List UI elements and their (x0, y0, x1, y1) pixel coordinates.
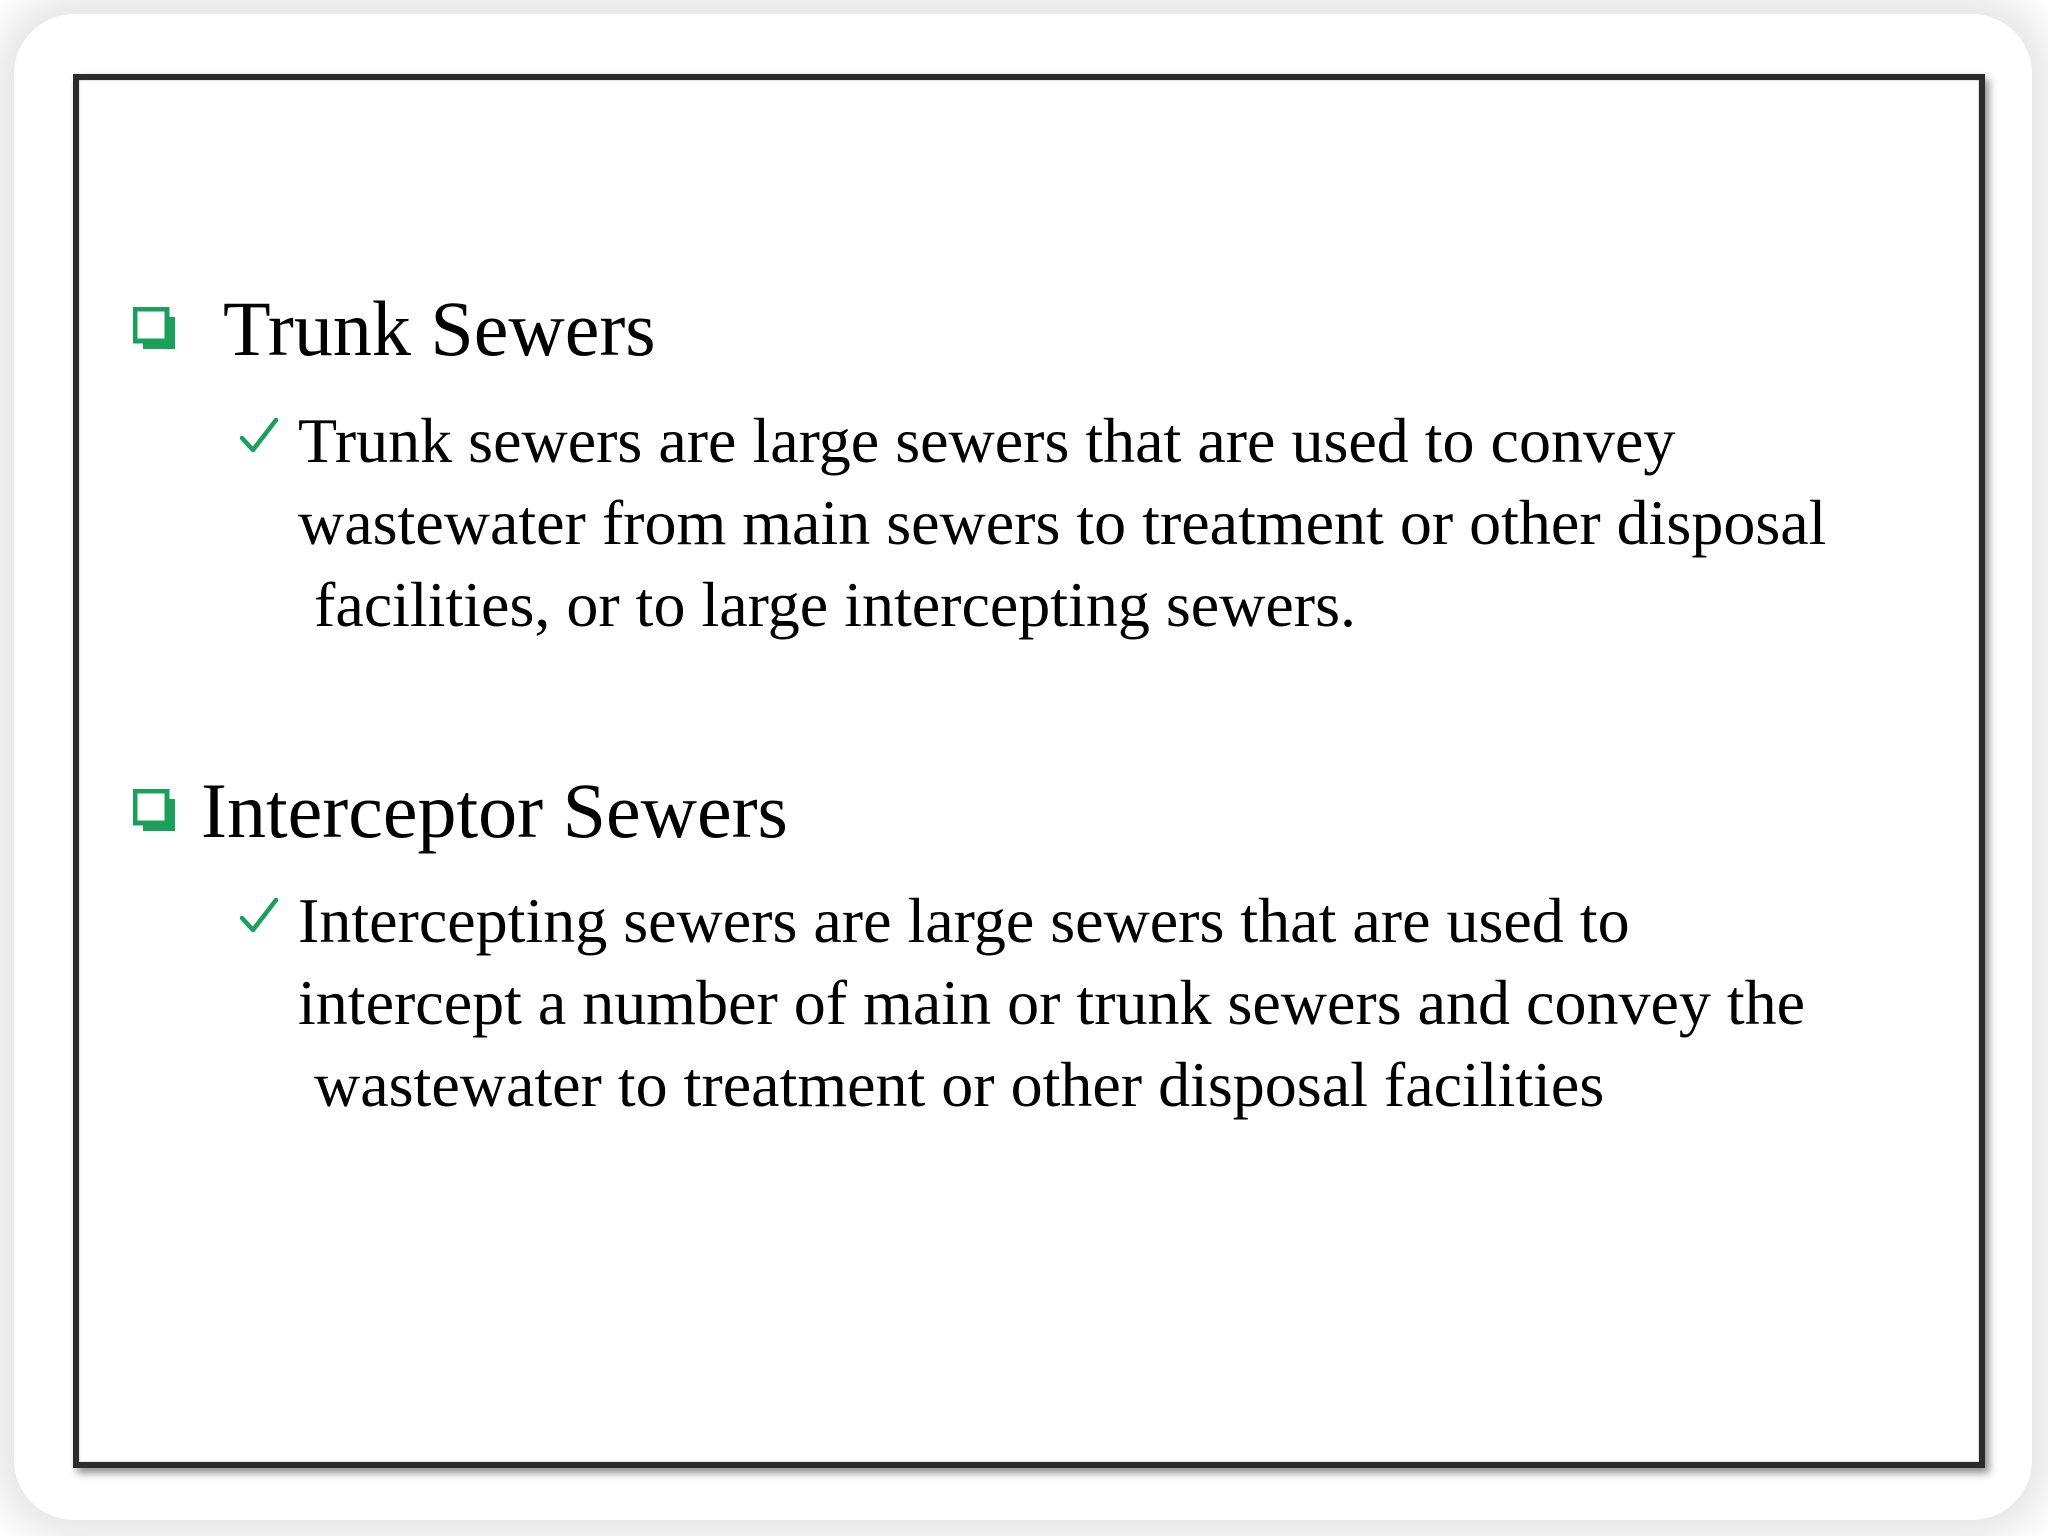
section-body-interceptor-sewers (298, 880, 1805, 1126)
heading-trunk-sewers (133, 285, 656, 372)
section-heading: Interceptor Sewers (201, 767, 788, 854)
checkmark-icon (238, 876, 280, 918)
heading-interceptor-sewers (133, 767, 788, 854)
checkmark-icon (238, 396, 280, 438)
body-line: Intercepting sewers are large sewers that are used to (298, 885, 1630, 956)
section-body-trunk-sewers (298, 400, 1826, 646)
section-heading: Trunk Sewers (223, 285, 656, 372)
body-line: wastewater from main sewers to treatment or other disposal (298, 487, 1827, 558)
body-line: facilities, or to large intercepting sewers. (314, 569, 1356, 640)
checkbox-square-icon (133, 789, 177, 833)
body-line: wastewater to treatment or other disposal facilities (314, 1049, 1605, 1120)
body-line: Trunk sewers are large sewers that are used to convey (298, 405, 1676, 476)
slide-frame (73, 74, 1985, 1468)
checkbox-square-icon (133, 307, 177, 351)
body-line: intercept a number of main or trunk sewers and convey the (298, 967, 1806, 1038)
